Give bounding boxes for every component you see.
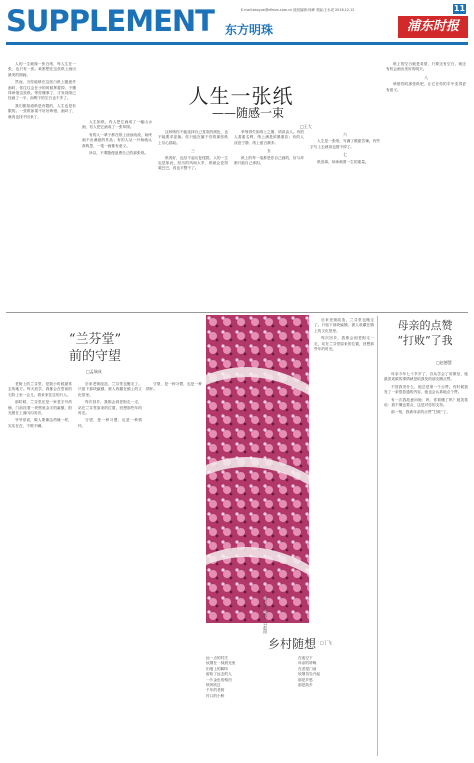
paragraph: 这种纸你不能选择自己喜欢的颜色，也不能要求更换。你只能在属于你的那张纸上尽心描绘。	[158, 130, 228, 145]
article2-col-4	[314, 318, 374, 628]
paragraph: 母亲今年七十多岁了，自从学会了用微信，她最喜欢做的事情就是给我发的朋友圈点赞。	[384, 372, 468, 382]
article3-verse-left	[206, 656, 290, 756]
paragraph: 守望，是一种习惯，也是一种情怀。	[78, 418, 142, 428]
watercolor-illustration	[206, 315, 309, 623]
column-divider	[377, 316, 378, 756]
paragraph: 纸上的每一笔都是你自己画的，好与坏都只能自己承担。	[234, 155, 304, 166]
article2-title	[40, 331, 150, 365]
paragraph: 纸再好，也经不起反复揉搓。人的一生也是如此，经历的风雨太多，纸就会变得皱巴巴，再也平整不了。	[158, 155, 228, 171]
paragraph: 有一次我故意问她：妈，你看懂了吗？她笑着说：看不懂也要点，这是对你的支持。	[384, 397, 468, 408]
masthead-rule	[6, 42, 468, 45]
verse-line: 炊烟在一抹晨光里	[206, 661, 236, 666]
section-number: 六	[343, 132, 347, 137]
paragraph: 人生如纸，有人把它画成了一幅山水画，有人把它画成了一张草图。	[82, 120, 152, 130]
section-divider	[6, 312, 468, 313]
article4-byline: □赵德慧	[436, 360, 452, 365]
paragraph: 那一刻，我被母亲的点赞“打败”了。	[391, 410, 451, 415]
verse-line: 田埂上的脚印	[206, 666, 229, 671]
paragraph: 人生是一张纸，写满了酸甜苦辣。有些字写上去就再也擦不掉了。	[310, 139, 380, 149]
feature-col-5	[310, 130, 380, 310]
verse-line: 留给了远去的人	[206, 672, 232, 677]
verse-line: 那是乡愁	[298, 677, 313, 682]
feature-col-6	[386, 62, 466, 310]
feature-col-4	[234, 130, 304, 310]
paragraph: 不管我发什么，她总是第一个点赞。有时候我发了一条很普通的内容，她也会认真地点个赞。	[384, 384, 468, 395]
article2-col-3	[146, 382, 202, 757]
verse-line: 在老屋门前	[298, 666, 317, 671]
paragraph: 爷爷常说，做人要像这药铺一样，实实在在，不欺不瞒。	[8, 418, 72, 428]
feature-col-1	[8, 62, 76, 310]
article2-col-1	[8, 382, 72, 757]
section-name: 东方明珠	[225, 23, 274, 37]
feature-col-2	[82, 120, 152, 310]
article3-title: 乡村随想	[268, 637, 317, 651]
verse-line: 远一点的村庄	[206, 656, 229, 660]
section-number: 八	[424, 74, 428, 80]
feature-byline: □王大	[300, 124, 312, 129]
article2-col-2	[78, 382, 142, 757]
section-number: 五	[267, 148, 271, 154]
paragraph: 然而，当你能够在这张白纸上随意作画时，你往往会在小的时候挥霍掉，不懂得珍惜这张纸。等你懂事了，才发现纸已经画了一半，而剩下的空白也不多了。	[8, 80, 76, 101]
illustration-caption: 明日花(水彩) □赵国	[263, 596, 268, 634]
article4-title-line: 母亲的点赞	[397, 319, 453, 332]
feature-col-3	[158, 130, 228, 310]
verse-line: 秋风吹过	[206, 683, 221, 688]
verse-line: 炊烟袅袅升起	[298, 672, 321, 677]
article3-byline: □丁飞	[320, 640, 332, 645]
newspaper-logo: 浦东时报	[398, 16, 468, 38]
article2-byline: □孟瑞成	[86, 369, 102, 374]
supplement-brand: SUPPLEMENT	[6, 4, 214, 38]
section-number: 三	[191, 148, 195, 154]
article4-title	[380, 318, 470, 348]
verse-line: 村口的小桥	[206, 693, 225, 698]
contact-line: E-mail:zaoyue@dfmzx.com.cn 值班编辑:何峰 美编:王永成 2016.12.12	[241, 8, 355, 12]
paragraph: 老街上的兰芬堂，是我小时候最常去的地方。每天放学，我都会在堂前的石阶上坐一会儿，看来来往往的行人。	[8, 382, 72, 397]
paragraph: 那时候，兰芬堂还是一家老字号药铺，门前挂着一块黑底金字的匾额，阳光照在上面闪闪发亮。	[8, 400, 72, 416]
paragraph: 荣辱得失如纸上之墨，浓淡由人。有的人看重名利，纸上满是浓墨重彩；有的人淡泊宁静，纸上留白颇多。	[234, 130, 304, 145]
verse-line: 千年的老树	[206, 688, 225, 693]
article3-verse-right	[298, 656, 370, 756]
paragraph: 有的人一辈子都在纸上涂涂改改，始终画不出满意的作品；有的人从一开始就认真构思，一笔一画都有意义。	[82, 132, 152, 148]
paragraph: 我们都知道纸是有限的，人生也是有限的。一张纸如果不好好珍惜，画坏了，就再也找不回来了。	[8, 103, 76, 119]
verse-line: 一片金色的稻田	[206, 677, 232, 682]
article4-col-1	[384, 372, 468, 757]
flower-painting	[206, 315, 309, 623]
section-number: 七	[343, 152, 347, 158]
paragraph: 后来老街改造，兰芬堂也搬走了。只留下那块匾额，被人收藏在镇上的文化馆里。	[314, 318, 374, 333]
paragraph: 每次回乡，我都会到老街走一走，站在兰芬堂原来的位置，回想那些年的时光。	[78, 400, 142, 416]
article4-title-line: “打败”了我	[397, 334, 453, 347]
paragraph: 守望，是一种习惯，也是一种情怀。	[146, 382, 202, 392]
feature-subtitle: ——随感一束	[211, 106, 284, 120]
article2-title-line: “兰芬堂”	[68, 332, 122, 347]
feature-title: 人生一张纸	[188, 84, 294, 108]
article2-title-line: 前的守望	[68, 349, 121, 364]
paragraph: 后来老街改造，兰芬堂也搬走了。只留下那块匾额，被人收藏在镇上的文化馆里。	[78, 382, 142, 397]
verse-line: 那是故乡	[298, 683, 313, 688]
verse-line: 母亲的呼唤	[298, 661, 317, 666]
paragraph: 每次回乡，我都会到老街走一走，站在兰芬堂原来的位置，回想那些年的时光。	[314, 336, 374, 352]
masthead	[0, 0, 474, 44]
paragraph: 纸上的空白就是希望，只要还有空白，就还有机会画出美好的明天。	[386, 62, 466, 72]
paragraph: 纸虽薄，却承载着一生的重量。	[317, 159, 369, 164]
verse-line: 在夜空下	[298, 656, 313, 660]
paragraph: 珍惜你的那张纸吧，让它在你的手中变得更有意义。	[386, 82, 466, 92]
paragraph: 人的一生就像一张白纸，每人生在一张，也只有一张。谁都想在这张纸上画出最美的图画。	[8, 62, 76, 77]
paragraph: 所以，不要随便浪费自己的那张纸。	[89, 151, 148, 156]
page-number: 11	[453, 4, 466, 13]
